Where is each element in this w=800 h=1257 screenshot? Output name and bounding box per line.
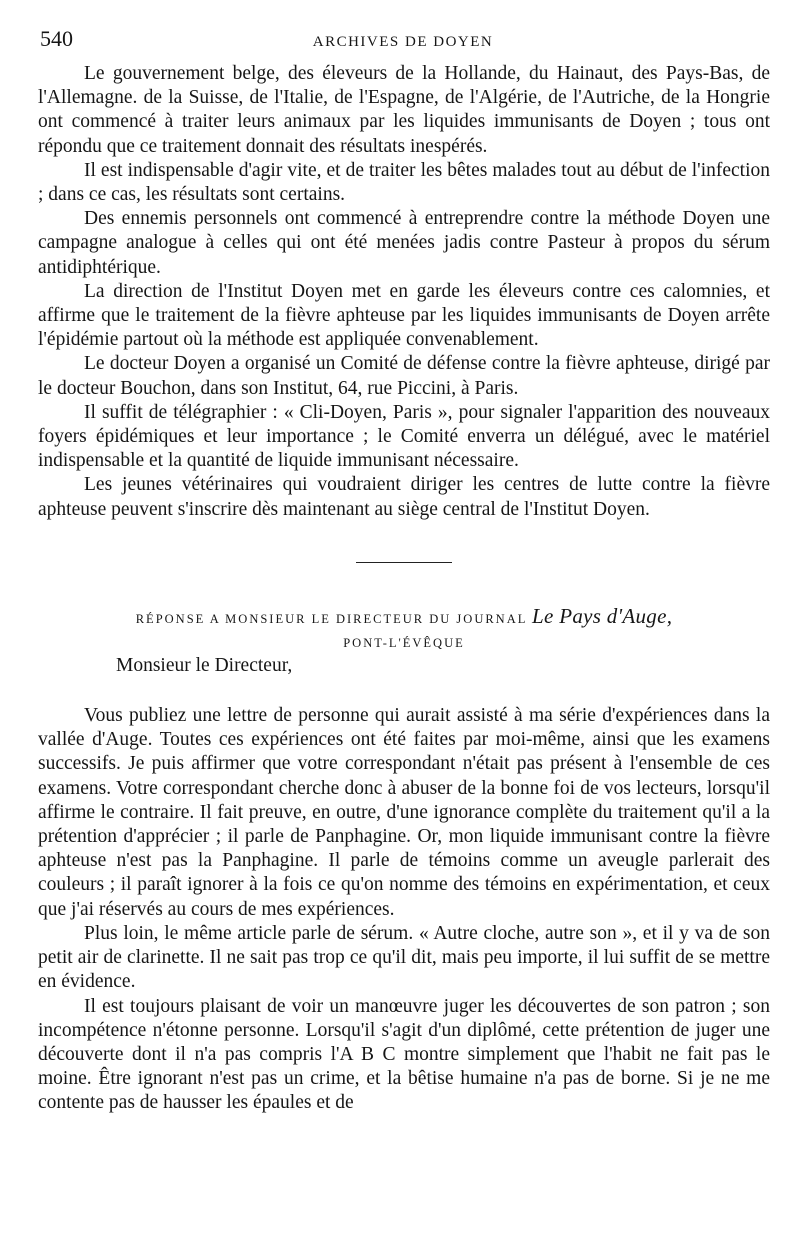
running-title: ARCHIVES DE DOYEN: [312, 34, 494, 50]
page-number: 540: [40, 26, 73, 51]
section-heading-prefix: RÉPONSE A MONSIEUR LE DIRECTEUR DU JOURNAL: [135, 611, 527, 626]
section-divider: [356, 562, 452, 563]
paragraph: Le gouvernement belge, des éleveurs de la Hollande, du Hainaut, des Pays-Bas, de l'Allemagne. de la Suisse, de l'Italie, de l'Espagne, de l'Algérie, de l'Autriche, de la Hongrie ont commencé à traiter leurs animaux par les liquides immunisants de Doyen ; tous ont répondu que ce traitement donnait des résultats inespérés.: [38, 63, 770, 157]
paragraph: Les jeunes vétérinaires qui voudraient diriger les centres de lutte contre la fièvre aphteuse peuvent s'inscrire dès maintenant au siège central de l'Institut Doyen.: [38, 474, 770, 520]
salutation: Monsieur le Directeur,: [116, 654, 293, 676]
paragraph: La direction de l'Institut Doyen met en garde les éleveurs contre ces calomnies, et affirme que le traitement de la fièvre aphteuse par les liquides immunisants de Doyen arrête l'épidémie partout où la méthode est appliquée convenablement.: [38, 280, 770, 351]
page-body: [38, 62, 770, 1116]
journal-name: Le Pays d'Auge,: [532, 603, 673, 628]
paragraph: Il est indispensable d'agir vite, et de traiter les bêtes malades tout au début de l'infection ; dans ce cas, les résultats sont certains.: [38, 159, 770, 206]
paragraph: Le docteur Doyen a organisé un Comité de défense contre la fièvre aphteuse, dirigé par le docteur Bouchon, dans son Institut, 64, rue Piccini, à Paris.: [38, 353, 770, 399]
letter-paragraph: Il est toujours plaisant de voir un manœuvre juger les découvertes de son patron ; son incompétence n'étonne personne. Lorsqu'il s'agit d'un diplômé, cette prétention de juger une découverte dont il n'a pas compris l'A B C montre simplement que l'habit ne fait pas le moine. Être ignorant n'est pas un crime, et la bêtise humaine n'a pas de borne. Si je ne me contente pas de hausser les épaules et de: [38, 995, 770, 1114]
letter-body: [38, 704, 770, 1115]
running-header: [40, 26, 766, 56]
section-heading: [38, 605, 770, 654]
paragraph: Il suffit de télégraphier : « Cli-Doyen, Paris », pour signaler l'apparition des nouveaux foyers épidémiques et leur importance ; le Comité enverra un délégué, avec le matériel indispensable et la quantité de liquide immunisant nécessaire.: [38, 401, 770, 472]
letter-paragraph: Vous publiez une lettre de personne qui aurait assisté à ma série d'expériences dans la vallée d'Auge. Toutes ces expériences ont été faites par moi-même, ainsi que les examens successifs. Je puis affirmer que votre correspondant n'était pas présent à l'ensemble de ces examens. Votre correspondant cherche donc à abuser de la bonne foi de vos lecteurs, lorsqu'il affirme le contraire. Il fait preuve, en outre, d'une ignorance complète du traitement qu'il a la prétention d'apprécier ; il parle de Panphagine. Or, mon liquide immunisant contre la fièvre aphteuse n'est pas la Panphagine. Il parle de témoins comme un aveugle parlerait des couleurs ; il paraît ignorer à la fois ce qu'on nomme des témoins en expérimentation, et ceux que j'ai réservés au cours de mes expériences.: [38, 705, 770, 920]
section-heading-place: PONT-L'ÉVÊQUE: [343, 635, 465, 650]
paragraph: Des ennemis personnels ont commencé à entreprendre contre la méthode Doyen une campagne analogue à celles qui ont été menées jadis contre Pasteur à propos du sérum antidiphtérique.: [38, 208, 770, 278]
letter-paragraph: Plus loin, le même article parle de sérum. « Autre cloche, autre son », et il y va de son petit air de clarinette. Il ne sait pas trop ce qu'il dit, mais peu importe, il lui suffit de se mettre en évidence.: [38, 922, 770, 993]
